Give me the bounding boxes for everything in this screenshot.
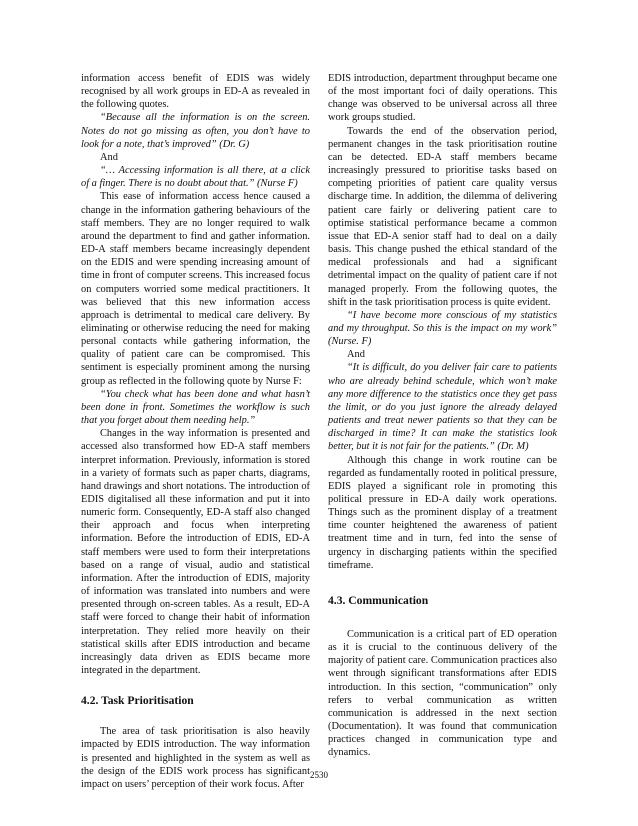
quote: “You check what has been done and what hasn’t been done in front. Sometimes the workflow is such that you forget about them needing help.” bbox=[81, 388, 310, 427]
section-heading-communication: 4.3. Communication bbox=[328, 593, 429, 607]
section-heading-task-prioritisation: 4.2. Task Prioritisation bbox=[81, 694, 194, 708]
paragraph: Communication is a critical part of ED operation as it is crucial to the continuous delivery of the majority of patient care. Communication practices also went through significant transformations after EDIS introduction. In this section, “communication” only refers to verbal communication as written communication is addressed in the next section (Documentation). It was found that communication practices changed in communication type and dynamics. bbox=[328, 628, 557, 759]
page-number: 2530 bbox=[310, 770, 328, 780]
spacer bbox=[81, 708, 310, 725]
quote: “I have become more conscious of my statistics and my throughput. So this is the impact on my work” (Nurse. F) bbox=[328, 309, 557, 348]
paragraph: information access benefit of EDIS was widely recognised by all work groups in ED-A as revealed in the following quotes. bbox=[81, 73, 310, 111]
left-column bbox=[81, 72, 310, 791]
connector-text: And bbox=[100, 151, 118, 163]
paragraph: This ease of information access hence caused a change in the information gathering behaviours of the staff members. They are no longer required to walk around the department to find and gather information. ED-A staff members became increasingly dependent on the EDIS and were spending increasing amount of time in front of computer screens. This increased focus on computers worried some medical practitioners. It was believed that this new information access approach is detrimental to medical care delivery. By eliminating or otherwise reducing the need for making personal contacts while gathering information, the quality of patient care can be compromised. This sentiment is especially prominent among the nursing group as reflected in the following quote by Nurse F: bbox=[81, 191, 310, 387]
spacer bbox=[328, 572, 557, 594]
paragraph: Towards the end of the observation period, permanent changes in the task prioritisation routine can be detected. ED-A staff members became increasingly pressured to prioritise tasks based on competing priorities of patient care quality versus discharge time. In addition, the dilemma of delivering patient care fairly or delivering patient care to optimise statistical performance became a common issue that ED-A senior staff had to deal on a daily basis. This change pushed the ethical standard of the medical professionals and had a significant detrimental impact on the quality of patient care if not managed properly. From the following quotes, the shift in the task prioritisation process is quite evident. bbox=[328, 125, 557, 308]
paragraph: EDIS introduction, department throughput became one of the most important foci of daily operations. This change was observed to be universal across all three work groups studied. bbox=[328, 73, 557, 124]
paragraph: The area of task prioritisation is also heavily impacted by EDIS introduction. The way information is presented and highlighted in the system as well as the design of the EDIS work process has significant impact on users’ perception of their work focus. After bbox=[81, 726, 310, 790]
quote: “… Accessing information is all there, at a click of a finger. There is no doubt about that.” (Nurse F) bbox=[81, 165, 310, 190]
quote: “Because all the information is on the screen. Notes do not go missing as often, you don’t have to look for a note, that’s improved” (Dr. G) bbox=[81, 112, 310, 150]
spacer bbox=[81, 677, 310, 694]
quote: “It is difficult, do you deliver fair care to patients who are already behind schedule, which won’t make any more difference to the statistics once they get pass the limit, or do you just ignore the already delayed patients and treat newer patients so that they can be discharged in time? It can make the statistics look better, but it is not fair for the patients.” (Dr. M) bbox=[328, 362, 557, 453]
right-column bbox=[328, 72, 557, 760]
spacer bbox=[328, 608, 557, 628]
paragraph: Although this change in work routine can be regarded as fundamentally rooted in political pressure, EDIS played a significant role in promoting this political pressure in ED-A daily work operations. Things such as the prominent display of a treatment time counter heightened the awareness of patient treatment time and in turn, fed into the sense of urgency in discharging patients within the specified timeframe. bbox=[328, 454, 557, 571]
paragraph: Changes in the way information is presented and accessed also transformed how ED-A staff members interpret information. Previously, information is stored in a variety of formats such as paper charts, diagrams, hand drawings and short notations. The introduction of EDIS digitalised all these information and put it into numeric form. Consequently, ED-A staff also changed their approach and focus when interpreting information. Before the introduction of EDIS, ED-A staff members were used to form their interpretations based on a range of visual, audio and statistical information. After the introduction of EDIS, majority of information was translated into numbers and were presented through on-screen tables. As a result, ED-A staff were forced to change their habit of information interpretation. They relied more heavily on their statistical skills after EDIS introduction and became increasingly data driven as EDIS became more integrated in the department. bbox=[81, 428, 310, 677]
connector-text: And bbox=[347, 349, 365, 361]
